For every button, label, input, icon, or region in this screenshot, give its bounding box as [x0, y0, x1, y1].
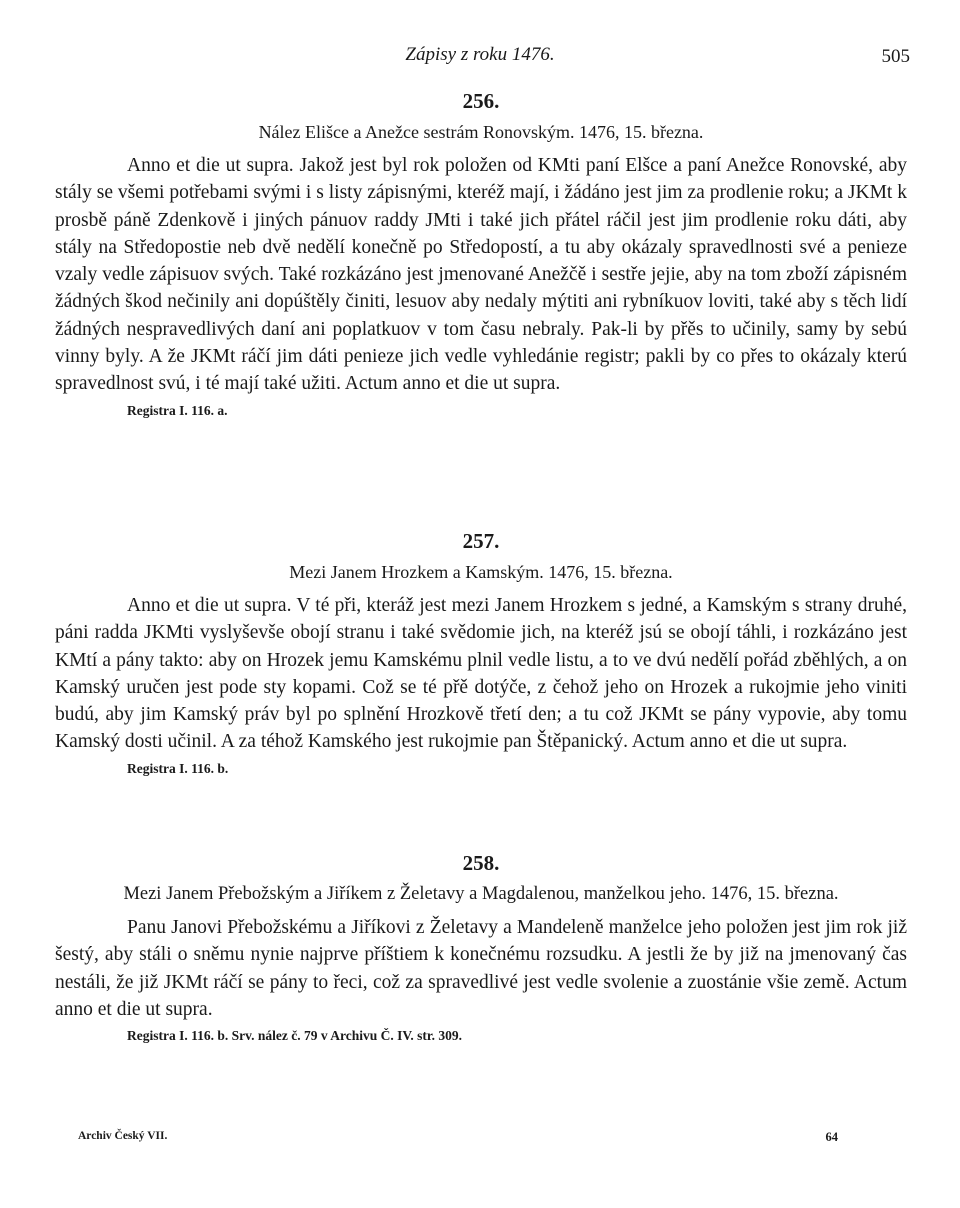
footer-sheet-number: 64 — [825, 1130, 838, 1144]
entry-258 — [55, 850, 907, 1045]
entry-source: Registra I. 116. b. Srv. nález č. 79 v Archivu Č. IV. str. 309. — [127, 1028, 463, 1044]
entry-source: Registra I. 116. b. — [127, 760, 229, 776]
entry-body: Anno et die ut supra. V té při, kteráž jest mezi Janem Hrozkem s jedné, a Kamským s strany druhé, páni radda JKMti vyslyševše obojí stranu i také svědomie jich, na kteréž jsú se obojí táhli, i rozkázáno jest KMtí a pány takto: aby on Hrozek jemu Kamskému plnil vedle listu, a to ve dvú nedělí pořád zběhlých, a on Kamský uručen jest pode sty kopami. Což se té přě dotýče, z čehož jeho on Hrozek a rukojmie jeho viniti budú, aby jim Kamský práv byl po splnění Hrozkově třetí den; a tu což JKMt se pány vypovie, aby tomu Kamský dosti učinil. A za téhož Kamského jest rukojmie pan Štěpanický. Actum anno et die ut supra. — [55, 595, 907, 753]
running-title: Zápisy z roku 1476. — [405, 44, 555, 65]
entry-number: 256. — [462, 89, 500, 113]
entry-body: Anno et die ut supra. Jakož jest byl rok položen od KMti paní Elšce a paní Anežce Ronovské, aby stály se všemi potřebami svými i s listy zápisnými, kteréž mají, i žádáno jest jim za prodlenie roku; a JKMt k prosbě páně Zdenkově i jiných pánuov raddy JMti i také jich přátel ráčil jest jim prodlenie roku dáti, aby stály na Středopostie neb dvě nedělí konečně po Středopostí, a tu aby okázaly spravedlnosti své a penieze vzaly vedle zápisuov svých. Také rozkázáno jest jmenované Anežčě i sestře jejie, aby na tom zboží zápisném žádných škod nečinily ani dopúštěly činiti, lesuov aby nedaly mýtiti ani rybníkuov loviti, také aby s těch lidí žádných nespravedlivých daní ani poplatkuov v tom času nebraly. Pak-li by přěs to učinily, samy by sebú vinny byly. A že JKMt ráčí jim dáti penieze jich vedle vyhledánie registr; pakli by co přes to okázaly kterú spravedlnost svú, i té mají také užiti. Actum anno et die ut supra. — [55, 155, 907, 395]
entry-number: 257. — [462, 529, 500, 553]
entry-256 — [55, 88, 907, 420]
entry-number: 258. — [462, 851, 500, 875]
footer-signature: Archiv Český VII. — [78, 1130, 168, 1142]
entry-body: Panu Janovi Přebožskému a Jiříkovi z Želetavy a Mandeleně manželce jeho položen jest jim rok již šestý, aby stáli o sněmu nynie najprve příštiem k konečnému rozsudku. A jestli že by již na jmenovaný čas nestáli, že již JKMt ráčí se pány to řeci, což za spravedlivé jest vedle svolenie a zuostánie všie země. Actum anno et die ut supra. — [55, 917, 907, 1020]
entry-source: Registra I. 116. a. — [127, 402, 228, 418]
page-footer — [0, 1130, 960, 1150]
entry-heading: Mezi Janem Hrozkem a Kamským. 1476, 15. března. — [289, 562, 673, 582]
entry-heading: Nález Elišce a Anežce sestrám Ronovským. 1476, 15. března. — [258, 122, 704, 142]
page-number: 505 — [881, 46, 910, 67]
entry-257 — [55, 528, 907, 778]
running-head — [0, 44, 960, 72]
entry-heading: Mezi Janem Přebožským a Jiříkem z Želetavy a Magdalenou, manželkou jeho. 1476, 15. března. — [123, 884, 839, 904]
